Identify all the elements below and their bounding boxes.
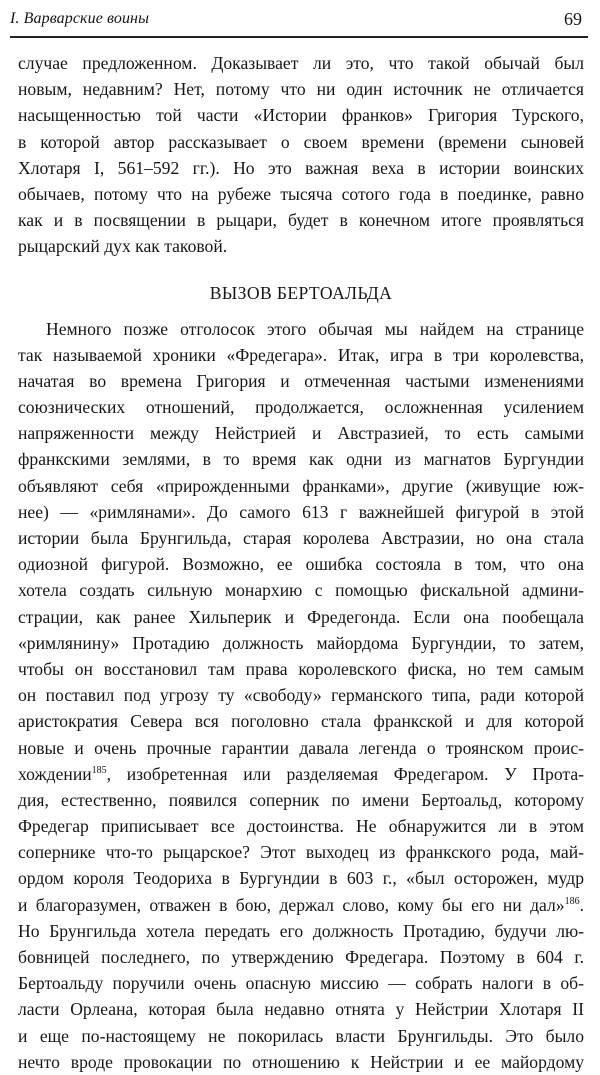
text-line [18,892,584,918]
text-line: напряженности между Нейстрией и Австразией, то есть самыми [18,423,584,444]
footnote-ref-185[interactable]: 185 [91,764,107,776]
text-fragment: . [579,894,584,915]
text-line [18,761,584,787]
text-line: Бертоальду поручили очень опасную миссию — собрать налоги в об- [18,973,584,994]
text-line: нечто вроде провокации по отношению к Нейстрии и ее майордому [18,1051,584,1072]
text-line: новые и очень прочные гарантии давала легенда о троянском проис- [18,737,584,758]
text-line: случае предложенном. Доказывает ли это, что такой обычай был [18,53,584,73]
text-line: он поставил под угрозу ту «свободу» германского типа, ради которой [18,685,584,706]
text-line: насыщенностью той части «Истории франков» Григория Турского, [18,105,584,126]
paragraph-2 [18,316,584,1075]
text-line: чтобы он восстановил там права королевского фиска, но тем самым [18,658,584,679]
footnote-ref-186[interactable]: 186 [564,895,580,907]
text-line: в которой автор рассказывает о своем времени (времени сыновей [18,131,584,152]
section-heading: ВЫЗОВ БЕРТОАЛЬДА [209,282,393,303]
text-line: франкскими землями, в то время как одни из магнатов Бургундии [18,449,584,470]
page-header [10,6,588,38]
text-line: одиозной фигурой. Возможно, ее ошибка состояла в том, что она [18,554,584,575]
text-fragment: и благоразумен, отважен в бою, держал слово, кому бы его ни дал» [18,894,565,915]
text-line: дия, естественно, появился соперник по имени Бертоальд, которому [18,789,584,810]
text-line: Фредегар приписывает все достоинства. Не обнаружится ли в этом [18,816,584,837]
page-number: 69 [564,9,582,29]
text-line: обычаев, потому что на рубеже тысяча сотого года в поединке, равно [18,183,584,204]
text-line: аристократия Севера вся поголовно стала франкской и для которой [18,711,584,732]
text-line: и еще по-настоящему не покорилась власти Брунгильды. Это было [18,1025,584,1046]
running-head: I. Варварские воины [10,10,150,27]
text-line: так называемой хроники «Фредегара». Итак, игра в три королевства, [18,344,584,365]
text-fragment: , изобретенная или разделяемая Фредегаром. У Прота- [106,763,584,784]
paragraph-1 [18,50,584,260]
text-line: нее) — «римлянами». До самого 613 г важнейшей фигурой в этой [18,501,584,522]
text-line: истории была Брунгильда, старая королева Австразии, но она стала [18,528,584,548]
text-line: хотела создать сильную монархию с помощью фискальной админи- [18,580,584,601]
text-line: как и в посвящении в рыцари, будет в конечном итоге проявляться [18,210,584,231]
text-line: страции, как ранее Хильперик и Фредегонда. Если она пообещала [18,606,584,627]
text-line: бовницей последнего, по утверждению Фредегара. Поэтому в 604 г. [18,947,584,967]
text-line: объявляют себя «прирожденными франками», другие (живущие юж- [18,475,584,496]
page-body [18,50,584,1075]
text-fragment: хождении [18,763,92,784]
text-line: союзнических отношений, продолжается, осложненная усилением [18,397,584,418]
text-line: Но Брунгильда хотела передать его должность Протадию, будучи лю- [18,920,584,941]
text-line: начатая во времена Григория и отмеченная частыми изменениями [18,370,584,391]
text-line: новым, недавним? Нет, потому что ни один источник не отличается [18,79,584,100]
text-line: Хлотаря I, 561–592 гг.). Но это важная веха в истории воинских [18,157,584,178]
text-line: ласти Орлеана, которая была недавно отнята у Нейстрии Хлотаря II [18,999,584,1020]
text-line: рыцарский дух как таковой. [18,236,228,257]
text-line: Немного позже отголосок этого обычая мы найдем на странице [46,318,584,339]
text-line: «римлянину» Протадию должность майордома Бургундии, то затем, [18,632,584,653]
text-line: ордом короля Теодориха в Бургундии в 603 г., «был осторожен, мудр [18,868,584,889]
text-line: сопернике что-то рыцарское? Этот выходец из франкского рода, май- [18,842,584,863]
